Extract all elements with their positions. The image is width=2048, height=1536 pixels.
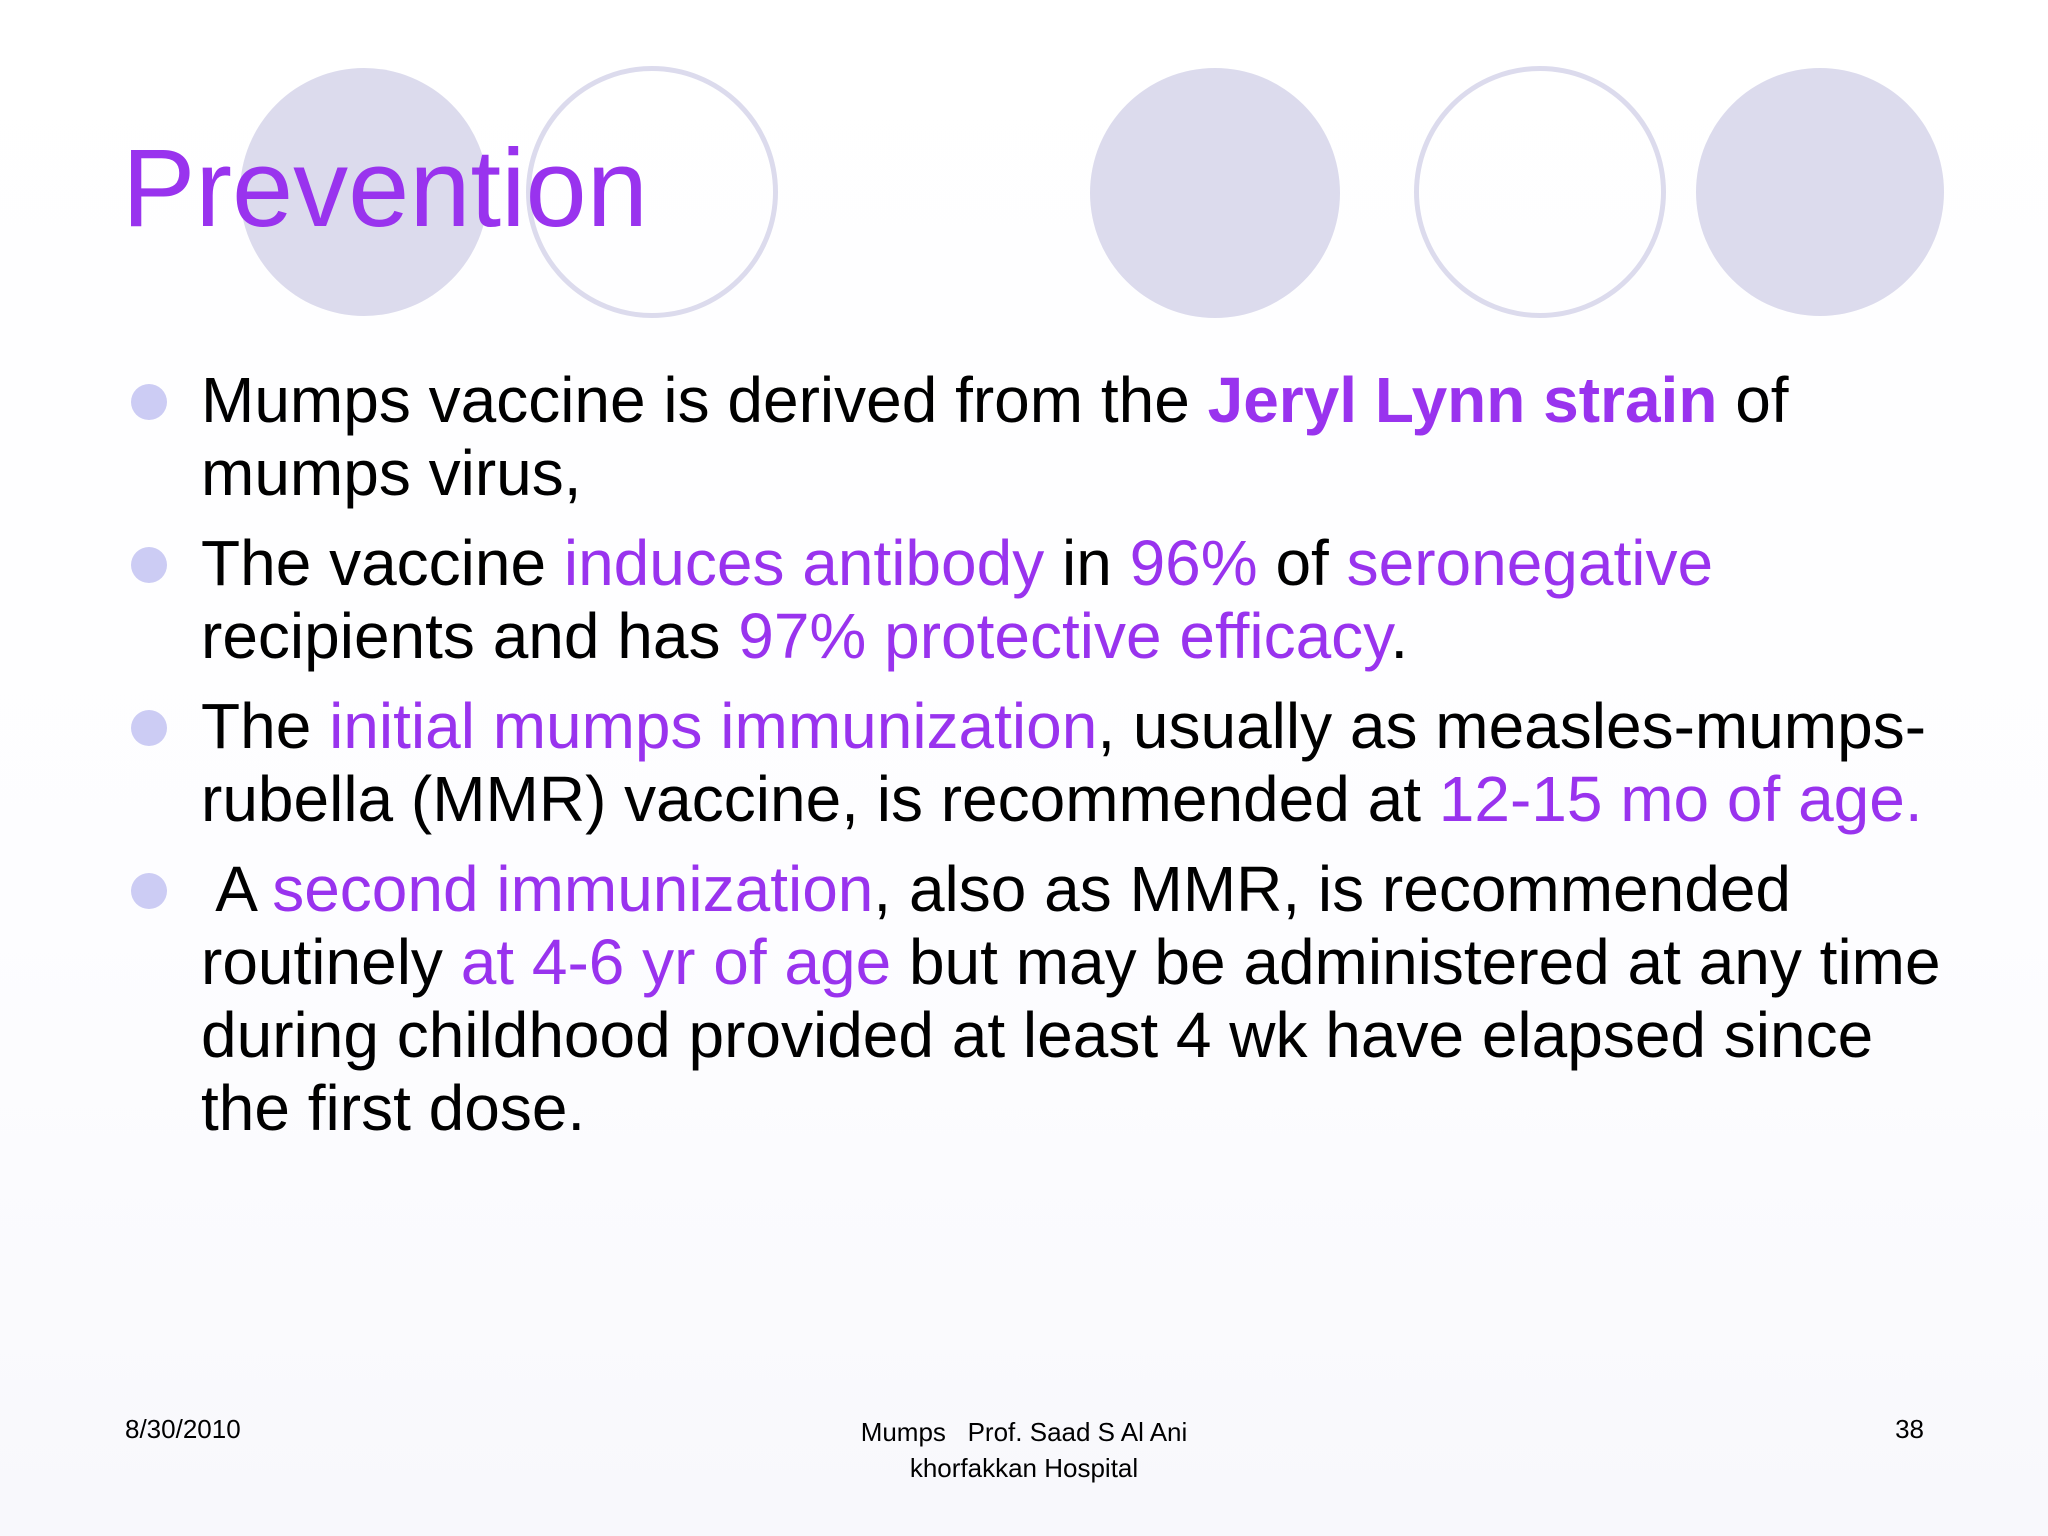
highlight-text: seronegative: [1346, 527, 1714, 599]
bullet-dot-icon: [131, 547, 167, 583]
bullet-dot-icon: [131, 710, 167, 746]
highlight-text: initial mumps immunization: [329, 690, 1098, 762]
decor-circle-ring-2: [1414, 66, 1666, 318]
highlight-text: at 4-6 yr of age: [460, 926, 892, 998]
highlight-text: 97% protective efficacy: [738, 600, 1391, 672]
decor-circle-filled-2: [1090, 68, 1340, 318]
highlight-text: second immunization: [272, 853, 874, 925]
bullet-item-1: [125, 364, 1955, 510]
highlight-text: Jeryl Lynn strain: [1207, 364, 1718, 436]
bullet-item-4: [125, 853, 1955, 1145]
bullet-text: The initial mumps immunization, usually as measles-mumps-rubella (MMR) vaccine, is recommended at 12-15 mo of age.: [201, 690, 1926, 835]
slide-title: Prevention: [122, 127, 648, 250]
page-number: 38: [1895, 1414, 1924, 1444]
footer-center: [724, 1414, 1324, 1486]
footer-date: 8/30/2010: [125, 1414, 241, 1444]
highlight-text: induces antibody: [563, 527, 1045, 599]
decor-circle-filled-3: [1696, 68, 1944, 316]
bullet-dot-icon: [131, 873, 167, 909]
footer-hospital: khorfakkan Hospital: [909, 1453, 1139, 1483]
bullet-item-2: [125, 527, 1955, 673]
bullet-text: Mumps vaccine is derived from the Jeryl Lynn strain of mumps virus,: [201, 364, 1789, 509]
bullet-dot-icon: [131, 384, 167, 420]
bullet-item-3: [125, 690, 1955, 836]
bullet-text: A second immunization, also as MMR, is recommended routinely at 4-6 yr of age but may be administered at any time during childhood provided at least 4 wk have elapsed since the first dose.: [201, 853, 1941, 1144]
highlight-text: 12-15 mo of age.: [1438, 763, 1923, 835]
bullet-list: [125, 364, 1955, 1162]
bullet-text: The vaccine induces antibody in 96% of seronegative recipients and has 97% protective efficacy.: [201, 527, 1714, 672]
footer-author: Mumps Prof. Saad S Al Ani: [860, 1417, 1188, 1447]
highlight-text: 96%: [1129, 527, 1258, 599]
